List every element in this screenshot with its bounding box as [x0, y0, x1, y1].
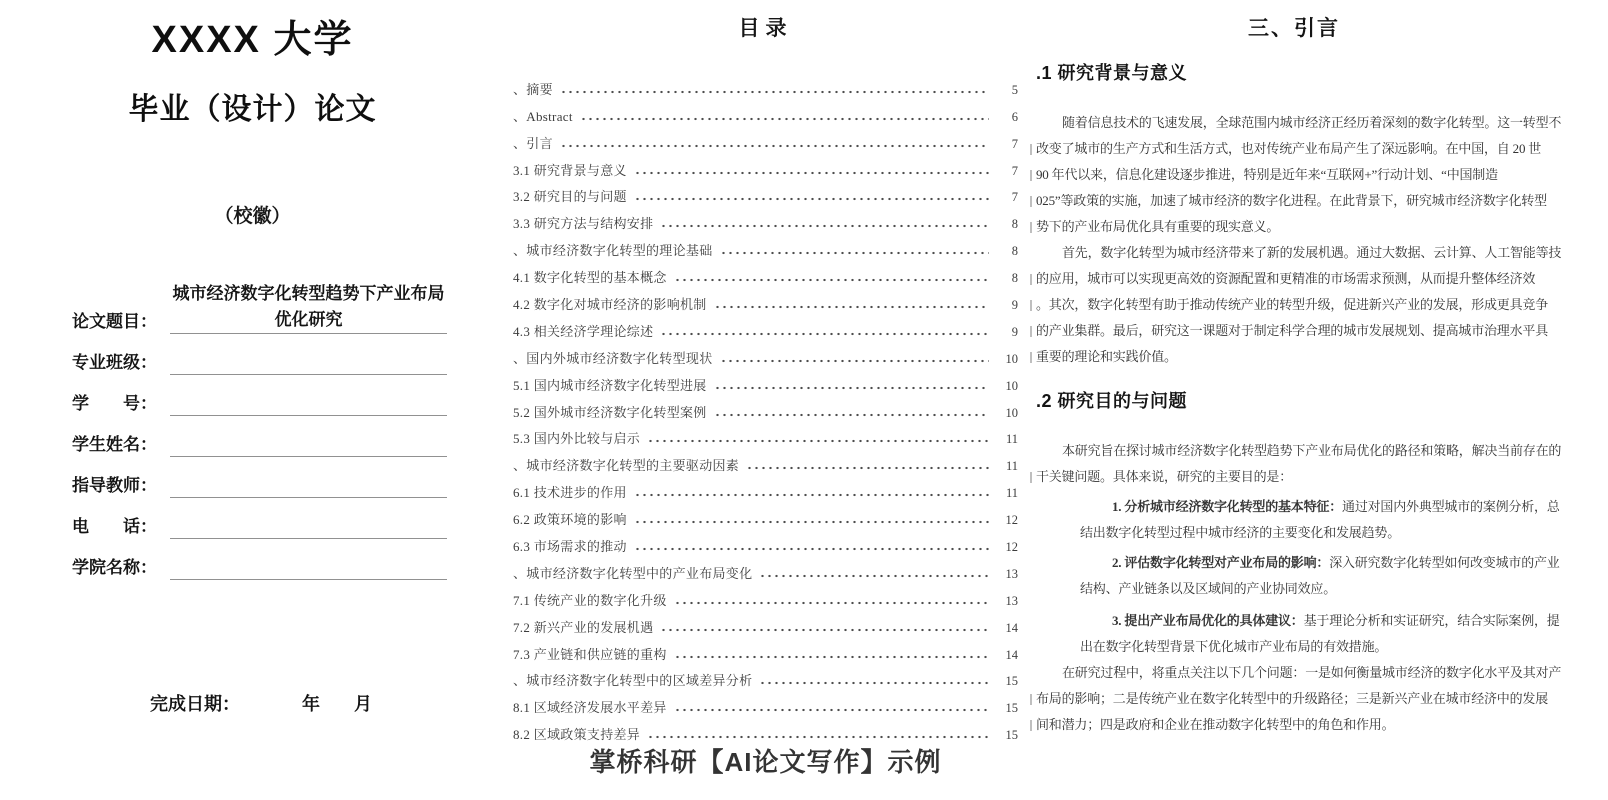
dot-leader [714, 386, 989, 390]
thesis-type-title: 毕业（设计）论文 [128, 93, 377, 126]
text-run: 结出数字化转型过程中城市经济的主要变化和发展趋势。 [1080, 525, 1401, 540]
intro-text-line [1036, 110, 1562, 136]
section-heading: .1 研究背景与意义 [1036, 63, 1188, 83]
toc-entry [513, 395, 1018, 422]
intro-text-line [1036, 214, 1552, 240]
dot-leader [634, 547, 989, 551]
dot-leader [714, 413, 989, 417]
intro-text-line [1036, 660, 1562, 686]
cover-field-row [72, 498, 447, 539]
toc-entry [513, 72, 1018, 99]
toc-entry-text: 、引言 [513, 135, 553, 151]
dot-leader [634, 520, 989, 524]
cover-field-label: 论文题目： [72, 312, 157, 331]
watermark-text: 掌桥科研【AI论文写作】示例 [589, 747, 942, 777]
intro-text-line [1036, 136, 1552, 162]
cover-field-row [72, 457, 447, 498]
intro-text-line [1036, 344, 1552, 370]
intro-text-line [1036, 162, 1552, 188]
cover-field-label: 学院名称： [72, 558, 157, 577]
cover-field-line [170, 281, 447, 334]
dot-leader [560, 144, 989, 148]
toc-entry-text: 7.1 传统产业的数字化升级 [513, 592, 667, 608]
toc-page-number: 13 [1005, 593, 1018, 608]
text-run: 首先，数字化转型为城市经济带来了新的发展机遇。通过大数据、云计算、人工智能等技 [1062, 245, 1562, 260]
completion-date-row [150, 690, 372, 716]
bold-text-run: 1. 分析城市经济数字化转型的基本特征： [1112, 499, 1343, 514]
dot-leader [674, 601, 989, 605]
toc-page-number: 7 [1011, 136, 1018, 151]
dot-leader [714, 305, 989, 309]
text-run: 。其次，数字化转型有助于推动传统产业的转型升级，促进新兴产业的发展，形成更具竞争 [1036, 297, 1549, 312]
cover-field-line [170, 569, 447, 580]
toc-entry-text: 8.2 区域政策支持差异 [513, 727, 641, 743]
dot-leader [746, 466, 989, 470]
school-emblem-placeholder: （校徽） [214, 206, 291, 227]
toc-entry-text: 3.3 研究方法与结构安排 [513, 216, 654, 232]
toc-entry [513, 529, 1018, 556]
toc-page [513, 0, 1018, 744]
toc-page-number: 14 [1005, 620, 1018, 635]
thesis-title-value: 优化研究 [274, 310, 343, 329]
toc-entry [513, 422, 1018, 449]
toc-page-number: 8 [1011, 271, 1018, 286]
cover-field-line [170, 405, 447, 416]
dot-leader [634, 197, 989, 201]
dot-leader [660, 332, 989, 336]
section-heading: .2 研究目的与问题 [1036, 391, 1188, 411]
dot-leader [580, 117, 989, 121]
intro-text-line [1036, 520, 1552, 546]
toc-page-number: 8 [1011, 244, 1018, 259]
text-run: 的应用，城市可以实现更高效的资源配置和更精准的市场需求预测，从而提升整体经济效 [1036, 271, 1536, 286]
toc-entry [513, 99, 1018, 126]
toc-page-number: 11 [1005, 486, 1018, 501]
toc-page-number: 6 [1011, 109, 1018, 124]
toc-entry-text: 、城市经济数字化转型中的产业布局变化 [513, 565, 753, 581]
intro-text-line [1036, 634, 1552, 660]
toc-page-number: 9 [1011, 298, 1018, 313]
toc-page-number: 8 [1011, 217, 1018, 232]
intro-text-line [1036, 318, 1552, 344]
toc-entry [513, 341, 1018, 368]
toc-page-number: 7 [1011, 190, 1018, 205]
dot-leader [634, 493, 989, 497]
toc-page-number: 10 [1005, 351, 1018, 366]
toc-entry [513, 206, 1018, 233]
intro-text-line [1036, 608, 1560, 634]
toc-entry-text: 7.2 新兴产业的发展机遇 [513, 619, 654, 635]
cover-field-label: 学生姓名： [72, 435, 157, 454]
toc-entry [513, 448, 1018, 475]
text-run: 深入研究数字化转型如何改变城市的产业 [1329, 555, 1560, 570]
bold-text-run: 3. 提出产业布局优化的具体建议： [1112, 613, 1304, 628]
cover-field-label: 学 号： [72, 394, 157, 413]
toc-page-number: 14 [1005, 647, 1018, 662]
text-run: 基于理论分析和实证研究，结合实际案例，提 [1303, 613, 1560, 628]
toc-entry-text: 5.1 国内城市经济数字化转型进展 [513, 377, 707, 393]
toc-page-number: 15 [1005, 701, 1018, 716]
text-run: 势下的产业布局优化具有重要的现实意义。 [1036, 219, 1280, 234]
toc-page-number: 9 [1011, 324, 1018, 339]
toc-page-number: 13 [1005, 566, 1018, 581]
toc-entry [513, 475, 1018, 502]
dot-leader [759, 681, 989, 685]
toc-entry-text: 6.1 技术进步的作用 [513, 485, 627, 501]
dot-leader [674, 278, 989, 282]
toc-entry [513, 368, 1018, 395]
cover-field-row [72, 416, 447, 457]
dot-leader [634, 171, 989, 175]
toc-entry-text: 、城市经济数字化转型的主要驱动因素 [513, 458, 740, 474]
toc-entry-text: 4.3 相关经济学理论综述 [513, 323, 654, 339]
toc-entry-text: 、Abstract [513, 108, 573, 124]
intro-text-line [1036, 712, 1552, 738]
intro-text-line [1036, 188, 1552, 214]
toc-page-number: 15 [1005, 728, 1018, 743]
text-run: 在研究过程中，将重点关注以下几个问题：一是如何衡量城市经济的数字化水平及其对产 [1062, 665, 1562, 680]
toc-entry [513, 690, 1018, 717]
toc-entry [513, 153, 1018, 180]
toc-entry [513, 556, 1018, 583]
text-run: 本研究旨在探讨城市经济数字化转型趋势下产业布局优化的路径和策略，解决当前存在的 [1062, 443, 1562, 458]
toc-entry-text: 、城市经济数字化转型中的区域差异分析 [513, 673, 753, 689]
toc-page-number: 5 [1011, 82, 1018, 97]
bold-text-run: 2. 评估数字化转型对产业布局的影响： [1112, 555, 1330, 570]
thesis-title-value: 城市经济数字化转型趋势下产业布局 [172, 284, 445, 303]
toc-entry [513, 287, 1018, 314]
intro-text-line [1036, 550, 1560, 576]
intro-text-line [1036, 438, 1562, 464]
intro-text-line [1036, 292, 1552, 318]
text-run: 025”等政策的实施，加速了城市经济的数字化进程。在此背景下，研究城市经济数字化转型 [1036, 193, 1547, 208]
cover-field-line [170, 528, 447, 539]
cover-field-line [170, 446, 447, 457]
university-title: XXXX 大学 [151, 19, 354, 61]
dot-leader [759, 574, 989, 578]
toc-entry [513, 664, 1018, 691]
text-run: 90 年代以来，信息化建设逐步推进，特别是近年来“互联网+”行动计划、“中国制造 [1036, 167, 1498, 182]
toc-entry-text: 4.2 数字化对城市经济的影响机制 [513, 297, 707, 313]
toc-entry-text: 5.3 国内外比较与启示 [513, 431, 641, 447]
toc-entry-text: 、国内外城市经济数字化转型现状 [513, 350, 713, 366]
toc-page-number: 12 [1005, 513, 1018, 528]
year-label: 年 [302, 694, 320, 714]
cover-field-row [72, 334, 447, 375]
toc-entry [513, 233, 1018, 260]
text-run: 通过对国内外典型城市的案例分析，总 [1342, 499, 1560, 514]
toc-entry [513, 610, 1018, 637]
intro-flow [1036, 59, 1562, 738]
text-run: 布局的影响；二是传统产业在数字化转型中的升级路径；三是新兴产业在城市经济中的发展 [1036, 691, 1549, 706]
intro-text-line [1036, 576, 1552, 602]
toc-entry-text: 3.2 研究目的与问题 [513, 189, 627, 205]
cover-field-line [170, 487, 447, 498]
toc-entry-text: 7.3 产业链和供应链的重构 [513, 646, 667, 662]
intro-text-line [1036, 686, 1552, 712]
toc-entry [513, 314, 1018, 341]
toc-entry [513, 717, 1018, 744]
cover-field-row [72, 375, 447, 416]
toc-entry [513, 180, 1018, 207]
toc-entry [513, 126, 1018, 153]
cover-field-row [72, 277, 447, 334]
toc-page-number: 10 [1005, 378, 1018, 393]
intro-text-line [1036, 266, 1552, 292]
toc-page-number: 7 [1011, 163, 1018, 178]
intro-text-line [1036, 464, 1552, 490]
text-run: 的产业集群。最后，研究这一课题对于制定科学合理的城市发展规划、提高城市治理水平具 [1036, 323, 1549, 338]
dot-leader [720, 251, 989, 255]
toc-title: 目录 [738, 17, 793, 40]
toc-entry-text: 6.3 市场需求的推动 [513, 539, 627, 555]
text-run: 结构、产业链条以及区域间的产业协同效应。 [1080, 581, 1337, 596]
toc-entry-text: 、摘要 [513, 81, 553, 97]
toc-page-number: 15 [1005, 674, 1018, 689]
month-label: 月 [354, 694, 372, 714]
toc-page-number: 12 [1005, 540, 1018, 555]
intro-text-line [1036, 494, 1560, 520]
toc-entry [513, 502, 1018, 529]
dot-leader [720, 359, 989, 363]
dot-leader [660, 224, 989, 228]
text-run: 干关键问题。具体来说，研究的主要目的是： [1036, 469, 1293, 484]
text-run: 随着信息技术的飞速发展，全球范围内城市经济正经历着深刻的数字化转型。这一转型不 [1062, 115, 1562, 130]
toc-entry-text: 、城市经济数字化转型的理论基础 [513, 243, 713, 259]
toc-entry-text: 4.1 数字化转型的基本概念 [513, 270, 667, 286]
dot-leader [674, 655, 989, 659]
toc-entry [513, 637, 1018, 664]
text-run: 重要的理论和实践价值。 [1036, 349, 1177, 364]
toc-entry-text: 8.1 区域经济发展水平差异 [513, 700, 667, 716]
toc-entry-text: 6.2 政策环境的影响 [513, 512, 627, 528]
cover-fields [72, 277, 447, 580]
dot-leader [647, 735, 989, 739]
toc-list [513, 72, 1018, 744]
cover-field-label: 指导教师： [72, 476, 157, 495]
dot-leader [647, 439, 989, 443]
cover-field-label: 专业班级： [72, 353, 157, 372]
dot-leader [560, 90, 989, 94]
toc-entry [513, 583, 1018, 610]
cover-page [0, 0, 510, 800]
intro-title: 三、引言 [1248, 17, 1340, 40]
toc-page-number: 11 [1005, 432, 1018, 447]
toc-entry-text: 5.2 国外城市经济数字化转型案例 [513, 404, 707, 420]
dot-leader [660, 628, 989, 632]
text-run: 出在数字化转型背景下优化城市产业布局的有效措施。 [1080, 639, 1388, 654]
toc-entry [513, 260, 1018, 287]
toc-page-number: 10 [1005, 405, 1018, 420]
intro-page [1036, 0, 1562, 738]
toc-page-number: 11 [1005, 459, 1018, 474]
intro-text-line [1036, 240, 1562, 266]
cover-field-row [72, 539, 447, 580]
dot-leader [674, 708, 989, 712]
text-run: 间和潜力；四是政府和企业在推动数字化转型中的角色和作用。 [1036, 717, 1395, 732]
cover-field-line [170, 364, 447, 375]
cover-field-label: 电 话： [72, 517, 157, 536]
toc-entry-text: 3.1 研究背景与意义 [513, 162, 627, 178]
text-run: 改变了城市的生产方式和生活方式，也对传统产业布局产生了深远影响。在中国，自 20 世 [1036, 141, 1542, 156]
completion-date-label: 完成日期： [150, 694, 240, 714]
